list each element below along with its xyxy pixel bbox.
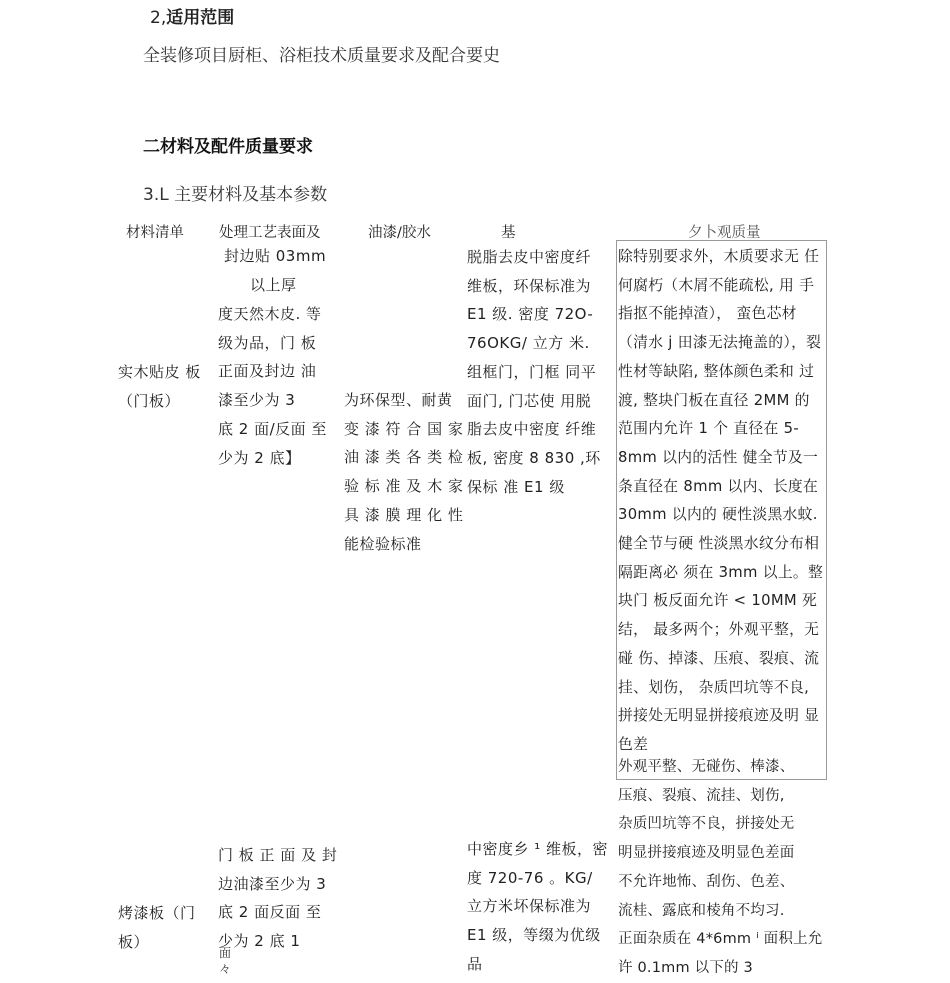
header-quality: 夕卜观质量 — [688, 225, 761, 241]
row2-process: 门 板 正 面 及 封 边油漆至少为 3 底 2 面反面 至 少为 2 底 1 — [218, 846, 338, 951]
row1-process: 度天然木皮. 等 级为品，门 板 正面及封边 油 漆至少为 3 底 2 面/反面 至 少为 2 底】 — [218, 305, 327, 467]
row2-process-small-1: 面 — [219, 946, 232, 960]
scope-text: 全装修项目厨柜、浴柜技术质量要求及配合要史 — [143, 46, 500, 66]
header-paint: 油漆/胶水 — [368, 225, 431, 241]
row1-base: 脱脂去皮中密度纤 维板，环保标准为 E1 级. 密度 72O- 76OKG/ 立方 米. 组框门，门框 同平 面门, 门芯使 用脱 脂去皮中密度 纤维 板, 密度 8 830 ,环 保标 准 E1 级 — [467, 248, 601, 496]
row2-base: 中密度乡 ¹ 维板，密 度 720-76 。KG/ 立方米坏保标准为 E1 级，等缀为优级 品 — [467, 840, 609, 973]
subsection-title-3-1: 3.L 主要材料及基本参数 — [143, 185, 328, 205]
header-process-line3: 以上厚 — [250, 276, 297, 294]
section-heading-2: 2,适用范围 — [150, 8, 235, 28]
row1-paint: 为环保型、耐黄 变 漆 符 合 国 家 油 漆 类 各 类 检 验 标 准 及 木 家 具 漆 膜 理 化 性 能检验标准 — [344, 391, 464, 553]
row1-material: 实木贴皮 板 （门板） — [118, 363, 201, 410]
header-material: 材料清单 — [126, 225, 184, 241]
header-process-line2: 封边贴 03mm — [224, 247, 327, 265]
header-base: 基 — [501, 225, 516, 241]
row2-process-small-2: 々 — [219, 962, 232, 976]
row2-quality: 外观平整、无碰伤、棒漆、 压痕、裂痕、流挂、划伤, 杂质凹坑等不良，拼接处无 明显拼接痕迹及明显色差面 不允许地怖、刮伤、色差、 流桂、露底和棱角不均习. 正面杂质在 4*6mm ⁱ 面积上允 许 0.1mm 以下的 3 — [618, 759, 823, 976]
row1-quality: 除特别要求外，木质要求无 任 何腐朽（木屑不能疏松, 用 手 指抠不能掉渣）， 蛮色芯材 （清水 j 田漆无法掩盖的），裂 性材等缺陷, 整体颜色柔和 过 渡, 整块门板在直径 2MM 的 范围内允许 1 个 直径在 5- 8mm 以内的活性 健全节及一 条直径在 8mm 以内、长度在 30mm 以内的 硬性淡黑水蚊. 健全节与硬 性淡黑水纹分布相 隔距离必 须在 3mm 以上。整 块门 板反面允许 < 10MM 死 结， 最多两个；外观平整，无 碰 伤、掉漆、压痕、裂痕、流 挂、划伤， 杂质凹坑等不良, 拼接处无明显拼接痕迹及明 显 色差 — [618, 248, 824, 753]
header-process: 处理工艺表面及 — [219, 225, 321, 241]
section-title-materials: 二材料及配件质量要求 — [143, 137, 313, 157]
row2-material: 烤漆板（门 板） — [118, 904, 196, 951]
